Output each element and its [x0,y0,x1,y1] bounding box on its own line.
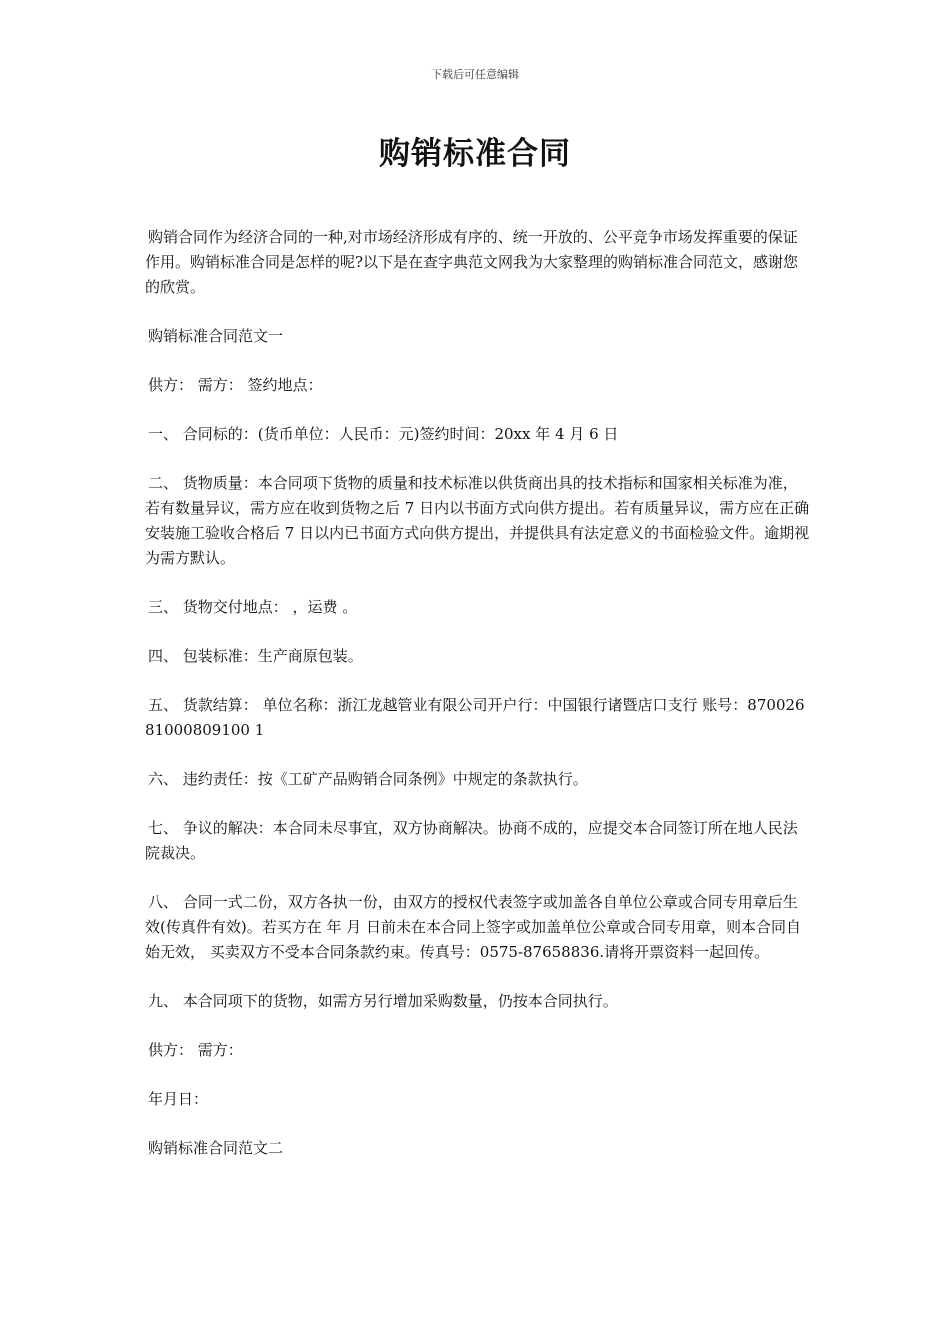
signature-date: 年月日： [148,1090,209,1108]
section-heading-sample-one: 购销标准合同范文一 [148,327,284,345]
clause-2: 二、 货物质量：本合同项下货物的质量和技术标准以供货商出具的技术指标和国家相关标准为准，若有数量异议，需方应在收到货物之后 7 日内以书面方式向供方提出。若有质量异议，需方应在正确安装施工验收合格后 7 日以内已书面方式向供方提出，并提供具有法定意义的书面检验文件。逾期视为需方默认。 [145,474,810,567]
header-note: 下载后可任意编辑 [431,68,519,81]
clause-3: 三、 货物交付地点： ，运费 。 [148,598,358,616]
clause-1: 一、 合同标的：(货币单位：人民币：元)签约时间：20xx 年 4 月 6 日 [148,425,619,443]
intro-paragraph: 购销合同作为经济合同的一种,对市场经济形成有序的、统一开放的、公平竞争市场发挥重要的保证作用。购销标准合同是怎样的呢?以下是在查字典范文网我为大家整理的购销标准合同范文，感谢您的欣赏。 [145,228,799,296]
clause-7: 七、 争议的解决：本合同未尽事宜，双方协商解决。协商不成的，应提交本合同签订所在地人民法院裁决。 [145,819,798,862]
signature-parties: 供方： 需方： [148,1041,243,1059]
clause-9: 九、 本合同项下的货物，如需方另行增加采购数量，仍按本合同执行。 [148,992,618,1010]
clause-6: 六、 违约责任：按《工矿产品购销合同条例》中规定的条款执行。 [148,770,588,788]
section-heading-sample-two: 购销标准合同范文二 [148,1139,284,1157]
clause-5: 五、 货款结算： 单位名称：浙江龙越管业有限公司开户行：中国银行诸暨店口支行 账号：87002681000809100 1 [145,696,805,739]
document-body [145,225,810,1185]
document-title: 购销标准合同 [379,136,571,172]
parties-line: 供方： 需方： 签约地点： [148,376,323,394]
clause-4: 四、 包装标准：生产商原包装。 [148,647,363,665]
clause-8: 八、 合同一式二份，双方各执一份，由双方的授权代表签字或加盖各自单位公章或合同专用章后生效(传真件有效)。若买方在 年 月 日前未在本合同上签字或加盖单位公章或合同专用章，则本合同自始无效， 买卖双方不受本合同条款约束。传真号：0575-87658836.请将开票资料一起回传。 [145,893,802,961]
